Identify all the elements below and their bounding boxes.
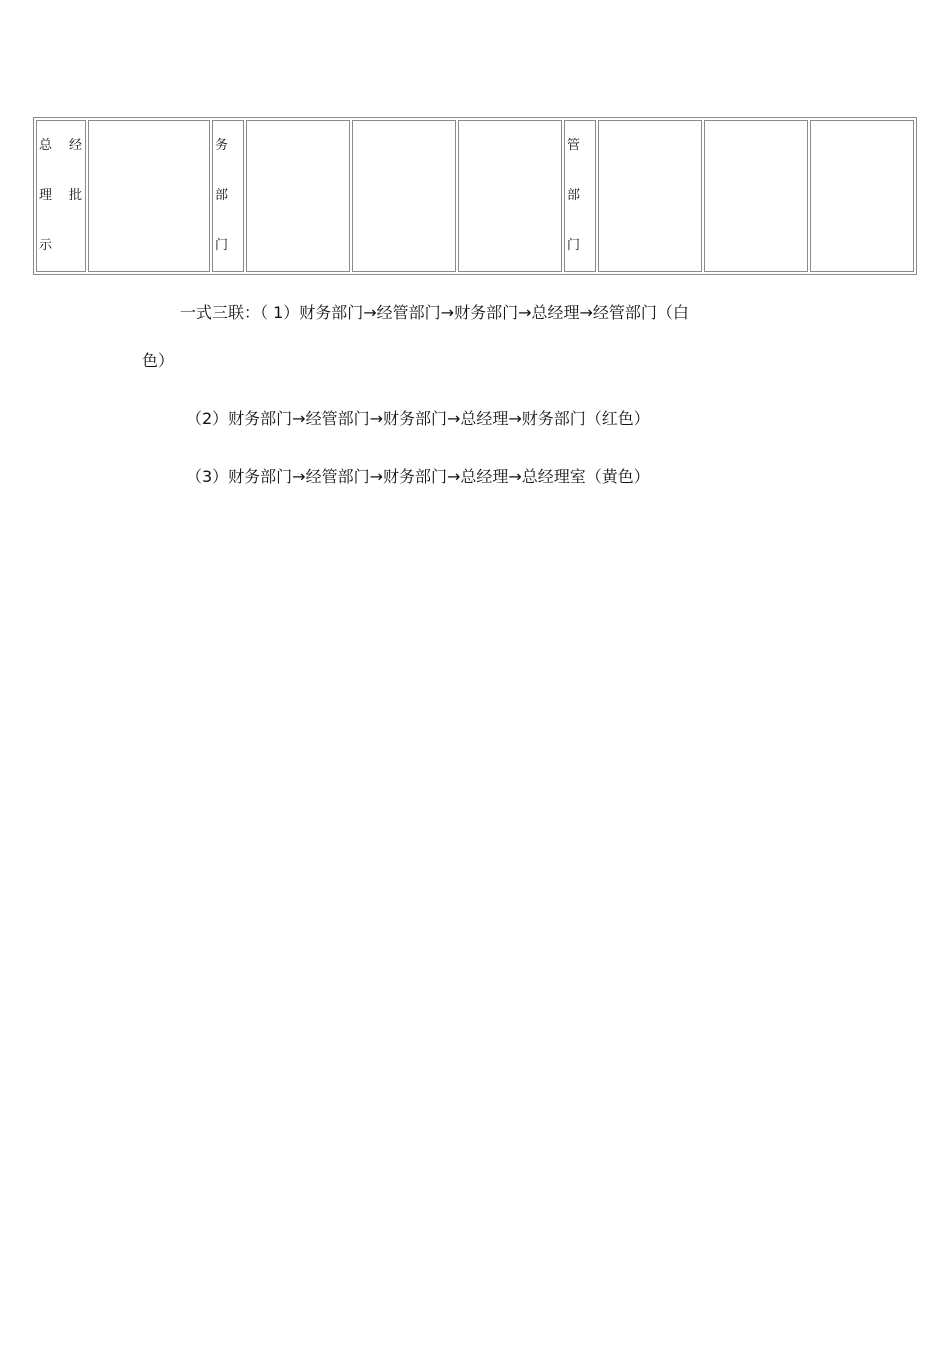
gm-approval-char: 批 xyxy=(69,188,83,203)
finance-dept-value-cell-2[interactable] xyxy=(352,120,456,272)
gm-approval-line-2 xyxy=(39,171,85,221)
finance-dept-char: 门 xyxy=(215,238,229,253)
gm-approval-char: 示 xyxy=(39,238,53,253)
mgmt-dept-label-cell xyxy=(564,120,596,272)
mgmt-dept-value-cell-3[interactable] xyxy=(810,120,914,272)
mgmt-dept-char: 门 xyxy=(567,238,581,253)
copies-note-line-1-continued: 色） xyxy=(142,351,175,370)
gm-approval-label-cell xyxy=(36,120,86,272)
gm-approval-char: 总 xyxy=(39,138,53,153)
gm-approval-line-1 xyxy=(39,121,85,171)
finance-dept-char: 务 xyxy=(215,138,229,153)
approval-table xyxy=(33,117,917,275)
finance-dept-value-cell-3[interactable] xyxy=(458,120,562,272)
copies-note-line-1: 一式三联：（ 1）财务部门→经管部门→财务部门→总经理→经管部门（白 xyxy=(180,303,689,322)
finance-dept-label-cell xyxy=(212,120,244,272)
mgmt-dept-char: 部 xyxy=(567,188,581,203)
finance-dept-char: 部 xyxy=(215,188,229,203)
copies-note-line-2: （2）财务部门→经管部门→财务部门→总经理→财务部门（红色） xyxy=(186,409,650,428)
copies-note-line-3: （3）财务部门→经管部门→财务部门→总经理→总经理室（黄色） xyxy=(186,467,650,486)
mgmt-dept-char: 管 xyxy=(567,138,581,153)
finance-dept-value-cell-1[interactable] xyxy=(246,120,350,272)
gm-approval-line-3 xyxy=(39,221,85,271)
gm-approval-char: 经 xyxy=(69,138,83,153)
mgmt-dept-value-cell-2[interactable] xyxy=(704,120,808,272)
gm-approval-char: 理 xyxy=(39,188,53,203)
gm-approval-value-cell[interactable] xyxy=(88,120,210,272)
mgmt-dept-value-cell-1[interactable] xyxy=(598,120,702,272)
